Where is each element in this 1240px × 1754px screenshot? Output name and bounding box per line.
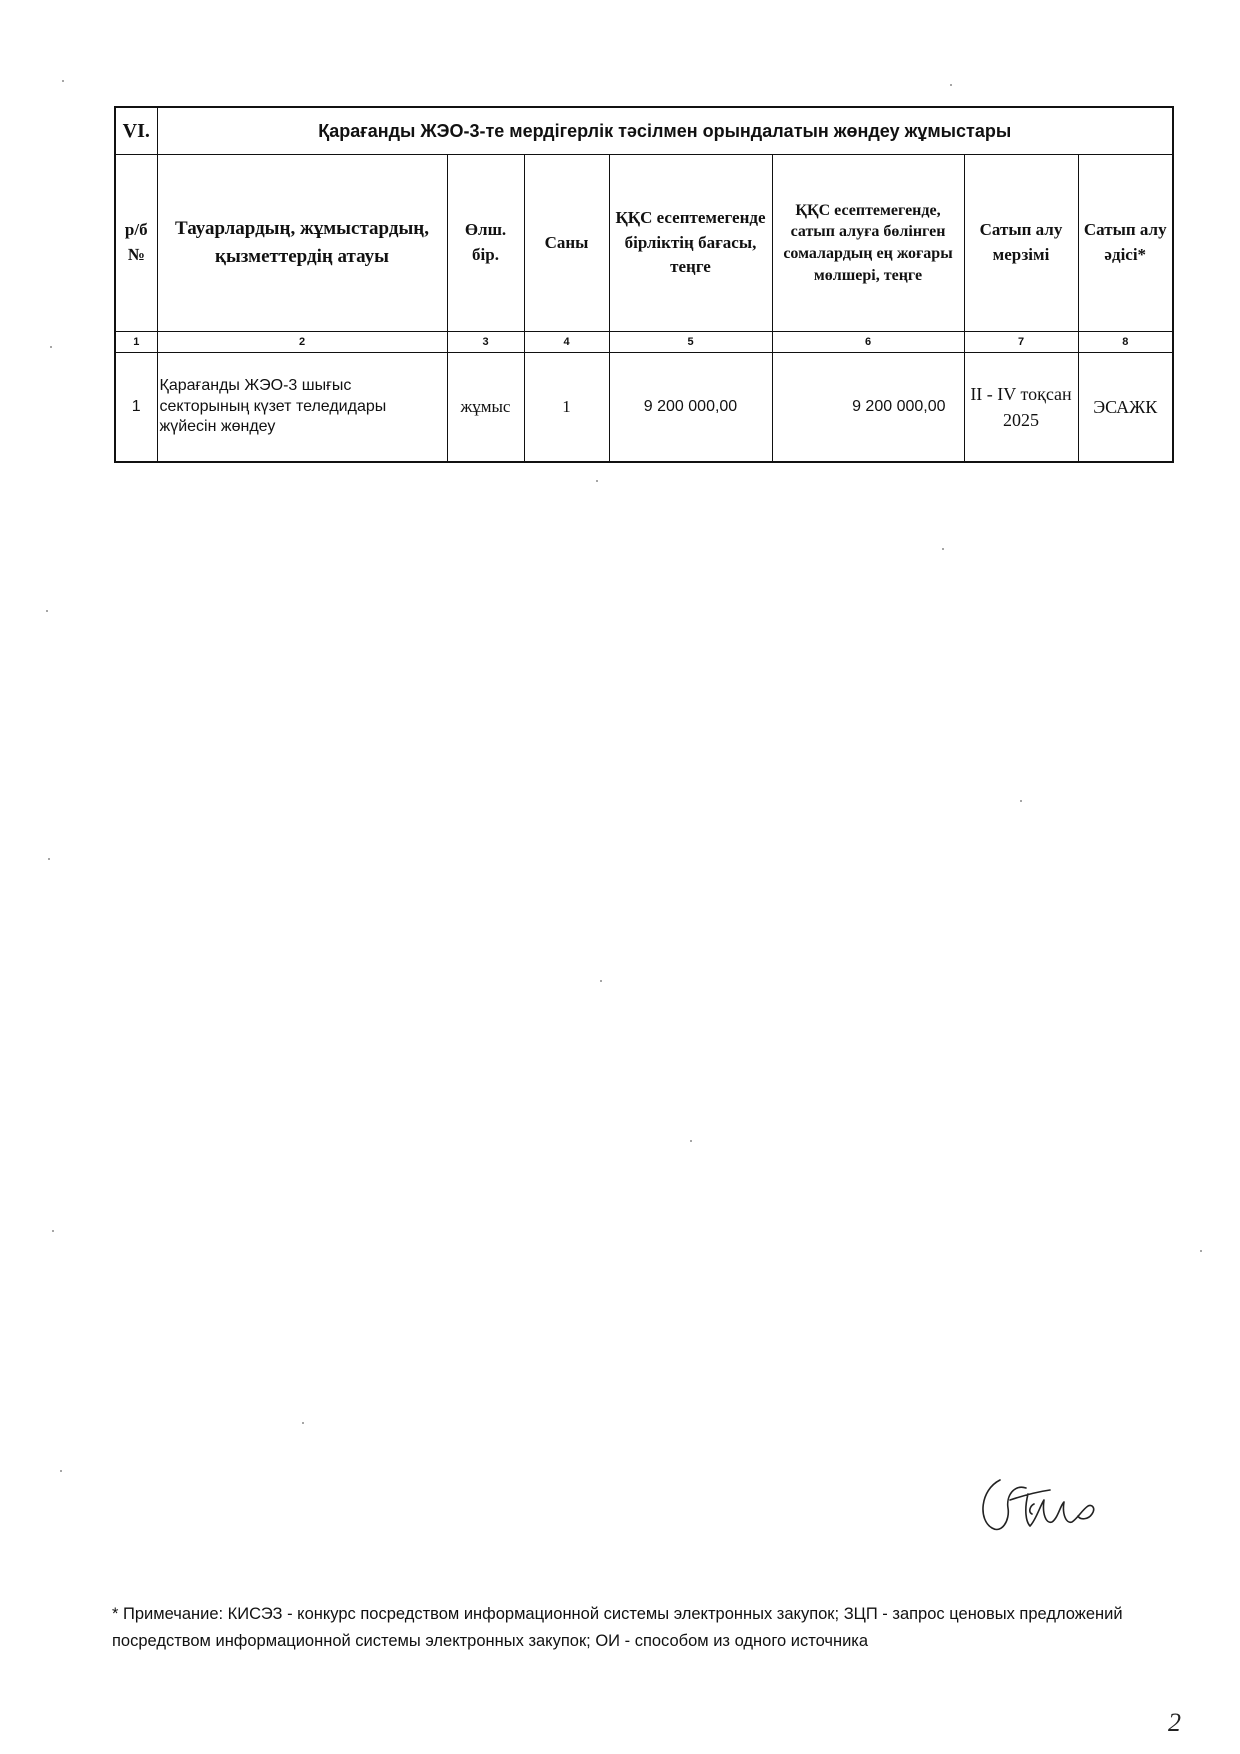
section-row [115,107,1173,155]
section-title: Қарағанды ЖЭО-3-те мердігерлік тәсілмен орындалатын жөндеу жұмыстары [157,107,1173,155]
header-row [115,155,1173,332]
column-index: 7 [964,332,1078,353]
handwritten-signature [970,1470,1110,1540]
col-header-number: р/б № [115,155,157,332]
col-header-unit-price: ҚҚС есептемегенде бірліктің бағасы, теңге [609,155,772,332]
item-unit-price: 9 200 000,00 [609,353,772,463]
item-quantity: 1 [524,353,609,463]
column-index: 5 [609,332,772,353]
item-method: ЭСАЖК [1078,353,1173,463]
col-header-quantity: Саны [524,155,609,332]
footnote: * Примечание: КИСЭЗ - конкурс посредством информационной системы электронных закупок; ЗЦП - запрос ценовых предложений посредством информационной системы электронных закупок; ОИ - способом из одного источника [112,1605,1123,1650]
item-name: Қарағанды ЖЭО-3 шығыс секторының күзет теледидары жүйесін жөндеу [157,353,447,463]
column-index: 4 [524,332,609,353]
column-index: 2 [157,332,447,353]
column-index: 6 [772,332,964,353]
col-header-period: Сатып алу мерзімі [964,155,1078,332]
row-number: 1 [115,353,157,463]
col-header-max-amount: ҚҚС есептемегенде, сатып алуға бөлінген сомалардың ең жоғары мөлшері, теңге [772,155,964,332]
procurement-table [114,106,1174,463]
item-total: 9 200 000,00 [772,353,964,463]
column-index: 1 [115,332,157,353]
item-unit: жұмыс [447,353,524,463]
column-index: 8 [1078,332,1173,353]
column-index: 3 [447,332,524,353]
col-header-unit: Өлш. бір. [447,155,524,332]
page-number: 2 [1168,1708,1181,1737]
table-row [115,353,1173,463]
section-number: VI. [115,107,157,155]
column-index-row [115,332,1173,353]
item-period: II - IV тоқсан 2025 [964,353,1078,463]
col-header-method: Сатып алу әдісі* [1078,155,1173,332]
col-header-name: Тауарлардың, жұмыстардың, қызметтердің атауы [157,155,447,332]
